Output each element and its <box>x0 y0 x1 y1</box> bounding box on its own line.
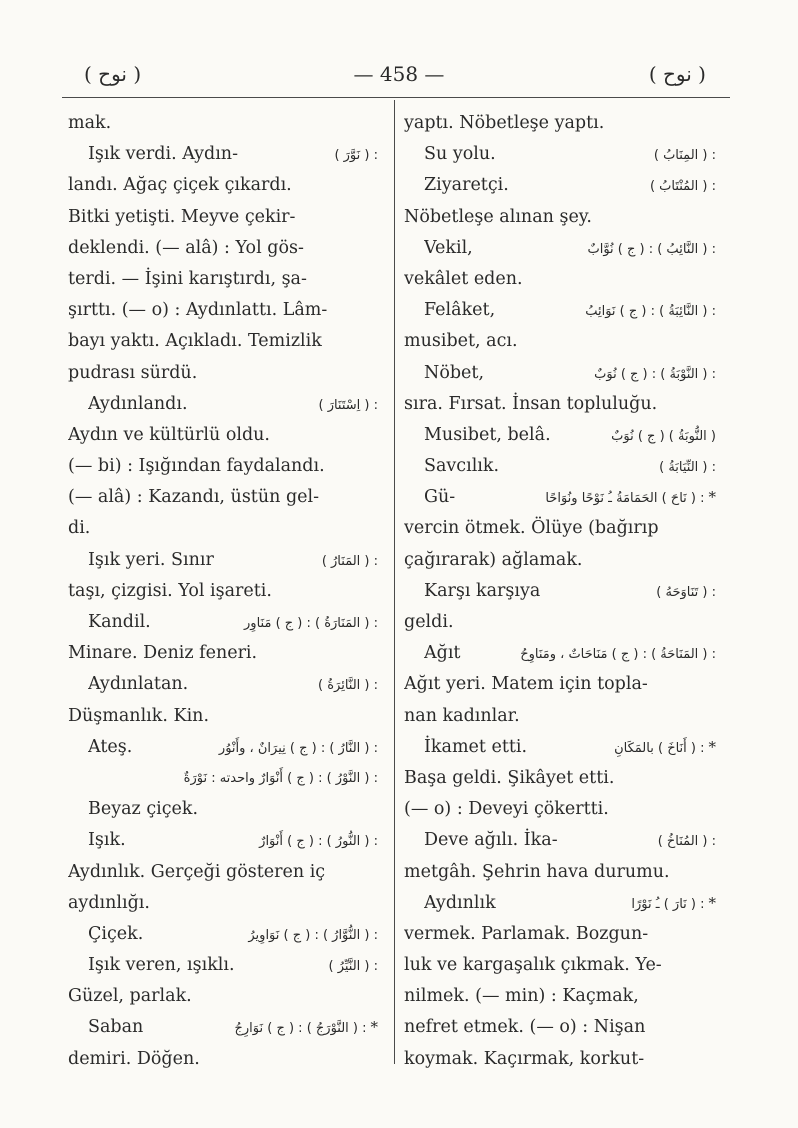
entry-line <box>68 233 378 264</box>
entry-text: taşı, çizgisi. Yol işareti. <box>68 580 272 601</box>
entry-text: (— bi) : Işığından faydalandı. <box>68 456 325 477</box>
entry-line <box>68 108 378 139</box>
entry-text: Aydınlandı. <box>88 393 188 414</box>
entry-text: sıra. Fırsat. İnsan topluluğu. <box>404 393 658 414</box>
arabic-headword: : ( المِنَابُ ) <box>653 148 716 164</box>
entry-text: Ateş. <box>88 736 133 757</box>
entry-line <box>404 139 716 170</box>
entry-text: vercin ötmek. Ölüye (bağırıp <box>404 518 659 539</box>
arabic-headword: : ( تَنَاوَحَهُ ) <box>656 584 716 600</box>
arabic-headword: : ( النَّائِرَةُ ) <box>318 678 378 694</box>
entry-line <box>404 701 716 732</box>
entry-text: luk ve kargaşalık çıkmak. Ye- <box>404 955 662 976</box>
header-rule <box>62 97 730 98</box>
entry-line <box>404 981 716 1012</box>
entry-line <box>68 545 378 576</box>
entry-text: bayı yaktı. Açıkladı. Temizlik <box>68 331 322 352</box>
entry-line <box>404 358 716 389</box>
entry-line <box>404 264 716 295</box>
entry-text: Nöbetleşe alınan şey. <box>404 206 592 227</box>
entry-line <box>68 295 378 326</box>
entry-line <box>68 794 378 825</box>
entry-line <box>68 451 378 482</box>
entry-line <box>68 857 378 888</box>
entry-text: Bitki yetişti. Meyve çekir- <box>68 206 296 227</box>
entry-text: Felâket, <box>424 300 496 321</box>
entry-text: koymak. Kaçırmak, korkut- <box>404 1048 645 1069</box>
entry-line <box>68 825 378 856</box>
arabic-headword: : ( النَّائِبُ ) : ( ج ) نُوَّابٌ <box>587 241 716 257</box>
entry-text: (— alâ) : Kazandı, üstün gel- <box>68 487 320 508</box>
entry-line <box>404 233 716 264</box>
arabic-headword: : ( نَارَ ) ـُ نَوْرًا <box>631 896 705 912</box>
root-marker: * <box>708 737 716 756</box>
entry-text: Ağıt yeri. Matem için topla- <box>404 674 648 695</box>
arabic-headword: : ( المُنَاخُ ) <box>657 834 716 850</box>
arabic-headword: : ( النَّائِبَةُ ) : ( ج ) نَوَائِبُ <box>585 304 716 320</box>
entry-line <box>404 607 716 638</box>
arabic-headword: : ( النَّيِّرُ ) <box>328 959 378 975</box>
entry-line <box>404 638 716 669</box>
arabic-headword: : ( المَنَارَةُ ) : ( ج ) مَنَاوِر <box>244 616 378 631</box>
entry-line <box>68 950 378 981</box>
entry-line <box>404 1044 716 1075</box>
entry-text: Saban <box>88 1017 144 1038</box>
entry-line <box>68 264 378 295</box>
entry-line <box>404 732 716 763</box>
entry-text: Aydınlatan. <box>88 674 189 695</box>
entry-line <box>404 513 716 544</box>
entry-line <box>404 857 716 888</box>
entry-text: pudrası sürdü. <box>68 362 198 383</box>
entry-line <box>68 420 378 451</box>
entry-line <box>68 170 378 201</box>
arabic-headword: : ( النَّارُ ) : ( ج ) نِيرَانٌ ، وأَنْوُر <box>218 740 378 756</box>
entry-text: demiri. Döğen. <box>68 1048 200 1069</box>
entry-line <box>68 638 378 669</box>
entry-line <box>68 701 378 732</box>
entry-text: yaptı. Nöbetleşe yaptı. <box>404 113 605 133</box>
entry-text: Aydın ve kültürlü oldu. <box>68 424 270 445</box>
entry-line <box>404 763 716 794</box>
entry-text: (— o) : Deveyi çökertti. <box>404 799 609 820</box>
entry-text: Musibet, belâ. <box>424 424 551 445</box>
entry-text: Aydınlık. Gerçeği gösteren iç <box>68 861 326 882</box>
entry-text: aydınlığı. <box>68 892 150 913</box>
entry-line <box>68 576 378 607</box>
arabic-headword: : ( النَّوْرَجُ ) : ( ج ) نَوَارِجُ <box>234 1021 367 1037</box>
entry-line <box>404 1012 716 1043</box>
page-number: — 458 — <box>353 62 445 86</box>
entry-line <box>68 888 378 919</box>
entry-text: İkamet etti. <box>424 736 528 757</box>
arabic-headword: : ( النَّوْبَةُ ) : ( ج ) نُوَبٌ <box>594 366 716 382</box>
entry-line <box>68 732 378 763</box>
arabic-headword: ( النُّوبَةُ ) ( ج ) نُوَبٌ <box>611 428 716 444</box>
arabic-headword: : ( نَاحَ ) الحَمَامَةُ ـُ نَوْحًا ونُوَاحًا <box>545 491 705 507</box>
arabic-headword: : ( المُنْتَابُ ) <box>649 179 716 195</box>
entry-line <box>404 295 716 326</box>
entry-text: mak. <box>68 113 112 133</box>
header-root-right: ( نوح ) <box>648 62 706 86</box>
arabic-headword: : ( المَنَاحَةُ ) : ( ج ) مَنَاحَاتٌ ، ومَنَاوِحُ <box>520 647 716 663</box>
page-header <box>0 62 798 92</box>
entry-text: di. <box>68 518 91 539</box>
entry-text: Çiçek. <box>88 923 144 944</box>
entry-line <box>404 170 716 201</box>
left-column <box>68 108 378 1075</box>
entry-text: metgâh. Şehrin hava durumu. <box>404 861 670 882</box>
entry-text: Kandil. <box>88 612 151 632</box>
entry-line <box>68 607 378 638</box>
column-divider <box>394 100 395 1064</box>
root-marker: * <box>708 488 716 507</box>
arabic-headword: : ( النِّيَابَةُ ) <box>659 460 716 476</box>
entry-line <box>404 451 716 482</box>
entry-line <box>404 825 716 856</box>
entry-text: deklendi. (— alâ) : Yol gös- <box>68 237 304 258</box>
entry-line <box>68 513 378 544</box>
entry-text: Işık. <box>88 830 126 851</box>
entry-line <box>404 888 716 919</box>
entry-text: Işık verdi. Aydın- <box>88 144 238 165</box>
entry-text: Beyaz çiçek. <box>88 799 199 820</box>
entry-line <box>68 139 378 170</box>
entry-text: Ziyaretçi. <box>424 175 509 196</box>
entry-text: Vekil, <box>424 237 473 258</box>
arabic-headword: : ( النُّورُ ) : ( ج ) أَنْوَارٌ <box>259 834 378 850</box>
entry-text: Güzel, parlak. <box>68 986 192 1007</box>
arabic-headword: : ( النُّوَّارُ ) : ( ج ) نَوَاوِيرُ <box>248 927 378 943</box>
right-column <box>404 108 716 1075</box>
arabic-headword: : ( أَنَاخَ ) بالمَكَانِ <box>614 740 705 756</box>
entry-text: Ağıt <box>424 643 461 664</box>
entry-line <box>404 669 716 700</box>
entry-line <box>68 202 378 233</box>
entry-text: Su yolu. <box>424 144 496 165</box>
entry-line <box>68 1044 378 1075</box>
entry-line <box>68 482 378 513</box>
entry-line <box>404 420 716 451</box>
entry-text: çağırarak) ağlamak. <box>404 549 583 570</box>
entry-line <box>404 202 716 233</box>
entry-line <box>404 482 716 513</box>
entry-text: nefret etmek. (— o) : Nişan <box>404 1017 646 1038</box>
arabic-headword: : ( اِسْتَنَارَ ) <box>318 397 378 413</box>
entry-line <box>404 794 716 825</box>
entry-line <box>68 326 378 357</box>
entry-text: Aydınlık <box>424 892 496 913</box>
entry-text: vekâlet eden. <box>404 268 523 289</box>
entry-text: Başa geldi. Şikâyet etti. <box>404 767 615 788</box>
entry-text: nilmek. (— min) : Kaçmak, <box>404 986 639 1007</box>
entry-line <box>68 1012 378 1043</box>
entry-text: Deve ağılı. İka- <box>424 830 558 851</box>
entry-text: Işık yeri. Sınır <box>88 549 214 570</box>
entry-text: nan kadınlar. <box>404 705 520 726</box>
entry-line <box>68 763 378 794</box>
entry-text: Gü- <box>424 487 456 508</box>
header-root-left: ( نوح ) <box>84 62 142 86</box>
entry-text: Savcılık. <box>424 456 500 477</box>
entry-text: Düşmanlık. Kin. <box>68 705 210 726</box>
entry-line <box>404 950 716 981</box>
entry-text: Nöbet, <box>424 362 485 383</box>
entry-line <box>68 919 378 950</box>
entry-line <box>404 108 716 139</box>
root-marker: * <box>370 1018 378 1037</box>
entry-text: musibet, acı. <box>404 331 518 352</box>
entry-line <box>404 326 716 357</box>
entry-text: terdi. — İşini karıştırdı, şa- <box>68 268 307 289</box>
entry-line <box>404 389 716 420</box>
entry-text: geldi. <box>404 612 454 632</box>
entry-text: Minare. Deniz feneri. <box>68 643 258 664</box>
root-marker: * <box>708 893 716 912</box>
arabic-headword: : ( نَوَّرَ ) <box>334 148 378 164</box>
entry-line <box>68 981 378 1012</box>
entry-text: vermek. Parlamak. Bozgun- <box>404 923 649 944</box>
entry-line <box>68 389 378 420</box>
arabic-headword: : ( النَّوْرُ ) : ( ج ) أَنْوَارٌ واحدته : نَوْرَةٌ <box>183 770 378 786</box>
entry-line <box>404 919 716 950</box>
entry-text: şırttı. (— o) : Aydınlattı. Lâm- <box>68 300 328 321</box>
arabic-headword: : ( المَنَارُ ) <box>321 553 378 569</box>
entry-line <box>404 545 716 576</box>
entry-text: landı. Ağaç çiçek çıkardı. <box>68 175 292 196</box>
entry-line <box>68 669 378 700</box>
entry-text: Karşı karşıya <box>424 580 541 601</box>
entry-line <box>68 358 378 389</box>
entry-line <box>404 576 716 607</box>
entry-text: Işık veren, ışıklı. <box>88 955 235 976</box>
